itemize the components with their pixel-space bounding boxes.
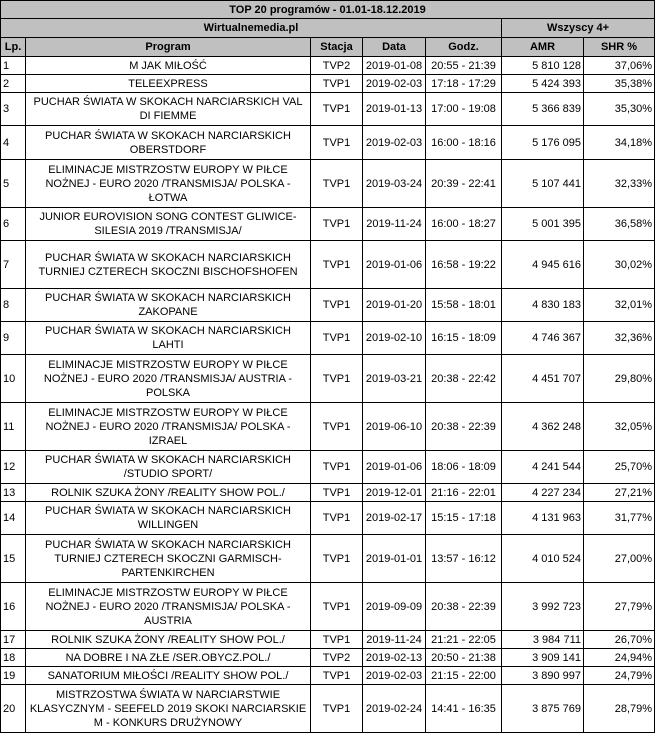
cell-station: TVP1 <box>311 484 363 502</box>
cell-lp: 17 <box>1 631 26 649</box>
cell-time: 16:58 - 19:22 <box>426 241 502 289</box>
cell-amr: 4 241 544 <box>502 451 584 484</box>
table-row <box>1 667 655 685</box>
cell-date: 2019-02-24 <box>363 685 426 733</box>
cell-station: TVP1 <box>311 126 363 160</box>
cell-station: TVP1 <box>311 502 363 535</box>
cell-station: TVP1 <box>311 667 363 685</box>
cell-time: 17:00 - 19:08 <box>426 93 502 126</box>
cell-time: 16:15 - 18:09 <box>426 322 502 355</box>
cell-lp: 1 <box>1 57 26 75</box>
table-row <box>1 322 655 355</box>
cell-program: PUCHAR ŚWIATA W SKOKACH NARCIARSKICH /STUDIO SPORT/ <box>26 451 311 484</box>
cell-shr: 31,77% <box>584 502 655 535</box>
cell-station: TVP2 <box>311 649 363 667</box>
cell-amr: 5 001 395 <box>502 208 584 241</box>
cell-time: 13:57 - 16:12 <box>426 535 502 583</box>
cell-shr: 26,70% <box>584 631 655 649</box>
table-row <box>1 57 655 75</box>
cell-shr: 34,18% <box>584 126 655 160</box>
cell-station: TVP1 <box>311 93 363 126</box>
cell-date: 2019-01-08 <box>363 57 426 75</box>
cell-date: 2019-02-10 <box>363 322 426 355</box>
cell-date: 2019-01-06 <box>363 241 426 289</box>
cell-amr: 5 176 095 <box>502 126 584 160</box>
cell-shr: 25,70% <box>584 451 655 484</box>
cell-time: 15:58 - 18:01 <box>426 289 502 322</box>
cell-program: PUCHAR ŚWIATA W SKOKACH NARCIARSKICH ZAKOPANE <box>26 289 311 322</box>
cell-date: 2019-03-21 <box>363 355 426 403</box>
cell-amr: 4 227 234 <box>502 484 584 502</box>
cell-time: 20:38 - 22:42 <box>426 355 502 403</box>
table-row <box>1 93 655 126</box>
cell-station: TVP1 <box>311 535 363 583</box>
cell-time: 14:41 - 16:35 <box>426 685 502 733</box>
cell-program: TELEEXPRESS <box>26 75 311 93</box>
cell-lp: 19 <box>1 667 26 685</box>
cell-date: 2019-02-03 <box>363 126 426 160</box>
cell-shr: 28,79% <box>584 685 655 733</box>
cell-time: 15:15 - 17:18 <box>426 502 502 535</box>
cell-station: TVP1 <box>311 75 363 93</box>
cell-shr: 35,38% <box>584 75 655 93</box>
table-row <box>1 502 655 535</box>
cell-shr: 24,79% <box>584 667 655 685</box>
cell-amr: 3 909 141 <box>502 649 584 667</box>
subheader-row <box>1 19 655 38</box>
cell-program: ELIMINACJE MISTRZOSTW EUROPY W PIŁCE NOŻNEJ - EURO 2020 /TRANSMISJA/ POLSKA - ŁOTWA <box>26 160 311 208</box>
cell-amr: 3 875 769 <box>502 685 584 733</box>
cell-station: TVP1 <box>311 631 363 649</box>
cell-time: 21:15 - 22:00 <box>426 667 502 685</box>
cell-shr: 32,33% <box>584 160 655 208</box>
cell-program: SANATORIUM MIŁOŚCI /REALITY SHOW POL./ <box>26 667 311 685</box>
cell-station: TVP1 <box>311 241 363 289</box>
table-row <box>1 208 655 241</box>
cell-amr: 5 424 393 <box>502 75 584 93</box>
cell-station: TVP1 <box>311 322 363 355</box>
cell-time: 17:18 - 17:29 <box>426 75 502 93</box>
cell-time: 20:38 - 22:39 <box>426 403 502 451</box>
cell-date: 2019-12-01 <box>363 484 426 502</box>
cell-program: JUNIOR EUROVISION SONG CONTEST GLIWICE-SILESIA 2019 /TRANSMISJA/ <box>26 208 311 241</box>
title-row <box>1 1 655 19</box>
table-row <box>1 583 655 631</box>
cell-lp: 4 <box>1 126 26 160</box>
cell-lp: 12 <box>1 451 26 484</box>
col-header-shr: SHR % <box>584 38 655 57</box>
col-header-lp: Lp. <box>1 38 26 57</box>
cell-program: ELIMINACJE MISTRZOSTW EUROPY W PIŁCE NOŻNEJ - EURO 2020 /TRANSMISJA/ POLSKA - IZRAEL <box>26 403 311 451</box>
cell-amr: 4 451 707 <box>502 355 584 403</box>
cell-lp: 10 <box>1 355 26 403</box>
cell-station: TVP1 <box>311 403 363 451</box>
cell-date: 2019-06-10 <box>363 403 426 451</box>
cell-date: 2019-02-03 <box>363 75 426 93</box>
col-header-time: Godz. <box>426 38 502 57</box>
cell-shr: 32,36% <box>584 322 655 355</box>
cell-program: PUCHAR ŚWIATA W SKOKACH NARCIARSKICH OBERSTDORF <box>26 126 311 160</box>
cell-shr: 27,79% <box>584 583 655 631</box>
cell-date: 2019-11-24 <box>363 208 426 241</box>
cell-program: ELIMINACJE MISTRZOSTW EUROPY W PIŁCE NOŻNEJ - EURO 2020 /TRANSMISJA/ POLSKA - AUSTRIA <box>26 583 311 631</box>
col-header-station: Stacja <box>311 38 363 57</box>
col-header-program: Program <box>26 38 311 57</box>
cell-amr: 4 362 248 <box>502 403 584 451</box>
cell-time: 20:38 - 22:39 <box>426 583 502 631</box>
table-row <box>1 160 655 208</box>
cell-program: M JAK MIŁOŚĆ <box>26 57 311 75</box>
cell-program: MISTRZOSTWA ŚWIATA W NARCIARSTWIE KLASYCZNYM - SEEFELD 2019 SKOKI NARCIARSKIE M - KONKURS DRUŻYNOWY <box>26 685 311 733</box>
cell-shr: 24,94% <box>584 649 655 667</box>
cell-shr: 37,06% <box>584 57 655 75</box>
cell-shr: 36,58% <box>584 208 655 241</box>
cell-lp: 15 <box>1 535 26 583</box>
cell-time: 16:00 - 18:27 <box>426 208 502 241</box>
column-header-row <box>1 38 655 57</box>
table-row <box>1 289 655 322</box>
cell-lp: 2 <box>1 75 26 93</box>
cell-program: ELIMINACJE MISTRZOSTW EUROPY W PIŁCE NOŻNEJ - EURO 2020 /TRANSMISJA/ AUSTRIA - POLSKA <box>26 355 311 403</box>
cell-amr: 3 890 997 <box>502 667 584 685</box>
cell-amr: 5 810 128 <box>502 57 584 75</box>
cell-date: 2019-02-17 <box>363 502 426 535</box>
cell-amr: 4 830 183 <box>502 289 584 322</box>
table-row <box>1 75 655 93</box>
cell-amr: 3 992 723 <box>502 583 584 631</box>
cell-date: 2019-02-13 <box>363 649 426 667</box>
cell-date: 2019-03-24 <box>363 160 426 208</box>
table-title: TOP 20 programów - 01.01-18.12.2019 <box>1 1 655 19</box>
cell-amr: 4 131 963 <box>502 502 584 535</box>
cell-shr: 30,02% <box>584 241 655 289</box>
cell-amr: 5 107 441 <box>502 160 584 208</box>
cell-date: 2019-01-06 <box>363 451 426 484</box>
table-row <box>1 451 655 484</box>
cell-station: TVP1 <box>311 583 363 631</box>
cell-station: TVP1 <box>311 355 363 403</box>
cell-shr: 35,30% <box>584 93 655 126</box>
cell-program: PUCHAR ŚWIATA W SKOKACH NARCIARSKICH LAHTI <box>26 322 311 355</box>
cell-time: 20:39 - 22:41 <box>426 160 502 208</box>
cell-lp: 18 <box>1 649 26 667</box>
cell-program: PUCHAR ŚWIATA W SKOKACH NARCIARSKICH TURNIEJ CZTERECH SKOCZNI BISCHOFSHOFEN <box>26 241 311 289</box>
table-row <box>1 355 655 403</box>
table-row <box>1 126 655 160</box>
cell-program: PUCHAR ŚWIATA W SKOKACH NARCIARSKICH VAL DI FIEMME <box>26 93 311 126</box>
cell-lp: 16 <box>1 583 26 631</box>
table-body <box>1 57 655 733</box>
cell-lp: 6 <box>1 208 26 241</box>
cell-date: 2019-02-03 <box>363 667 426 685</box>
cell-station: TVP1 <box>311 451 363 484</box>
table-row <box>1 535 655 583</box>
table-row <box>1 484 655 502</box>
cell-lp: 13 <box>1 484 26 502</box>
col-header-date: Data <box>363 38 426 57</box>
cell-station: TVP1 <box>311 685 363 733</box>
cell-program: ROLNIK SZUKA ŻONY /REALITY SHOW POL./ <box>26 484 311 502</box>
cell-station: TVP1 <box>311 208 363 241</box>
cell-date: 2019-01-20 <box>363 289 426 322</box>
cell-lp: 9 <box>1 322 26 355</box>
cell-date: 2019-01-13 <box>363 93 426 126</box>
cell-program: PUCHAR ŚWIATA W SKOKACH NARCIARSKICH WILLINGEN <box>26 502 311 535</box>
cell-lp: 5 <box>1 160 26 208</box>
audience-label: Wszyscy 4+ <box>502 19 655 38</box>
table-row <box>1 649 655 667</box>
cell-amr: 4 010 524 <box>502 535 584 583</box>
table-row <box>1 403 655 451</box>
cell-amr: 4 746 367 <box>502 322 584 355</box>
cell-amr: 3 984 711 <box>502 631 584 649</box>
cell-date: 2019-01-01 <box>363 535 426 583</box>
cell-date: 2019-11-24 <box>363 631 426 649</box>
cell-shr: 32,05% <box>584 403 655 451</box>
cell-shr: 27,00% <box>584 535 655 583</box>
cell-date: 2019-09-09 <box>363 583 426 631</box>
cell-time: 21:21 - 22:05 <box>426 631 502 649</box>
table-row <box>1 685 655 733</box>
cell-lp: 20 <box>1 685 26 733</box>
cell-lp: 7 <box>1 241 26 289</box>
cell-station: TVP2 <box>311 57 363 75</box>
cell-lp: 14 <box>1 502 26 535</box>
cell-station: TVP1 <box>311 289 363 322</box>
source-label: Wirtualnemedia.pl <box>1 19 502 38</box>
cell-time: 20:50 - 21:38 <box>426 649 502 667</box>
table-row <box>1 241 655 289</box>
cell-station: TVP1 <box>311 160 363 208</box>
cell-amr: 5 366 839 <box>502 93 584 126</box>
cell-lp: 3 <box>1 93 26 126</box>
col-header-amr: AMR <box>502 38 584 57</box>
cell-lp: 8 <box>1 289 26 322</box>
cell-time: 18:06 - 18:09 <box>426 451 502 484</box>
cell-program: ROLNIK SZUKA ŻONY /REALITY SHOW POL./ <box>26 631 311 649</box>
cell-lp: 11 <box>1 403 26 451</box>
cell-time: 20:55 - 21:39 <box>426 57 502 75</box>
cell-time: 16:00 - 18:16 <box>426 126 502 160</box>
table-row <box>1 631 655 649</box>
cell-shr: 27,21% <box>584 484 655 502</box>
cell-shr: 32,01% <box>584 289 655 322</box>
cell-program: PUCHAR ŚWIATA W SKOKACH NARCIARSKICH TURNIEJ CZTERECH SKOCZNI GARMISCH-PARTENKIRCHEN <box>26 535 311 583</box>
cell-shr: 29,80% <box>584 355 655 403</box>
cell-amr: 4 945 616 <box>502 241 584 289</box>
cell-program: NA DOBRE I NA ZŁE /SER.OBYCZ.POL./ <box>26 649 311 667</box>
cell-time: 21:16 - 22:01 <box>426 484 502 502</box>
